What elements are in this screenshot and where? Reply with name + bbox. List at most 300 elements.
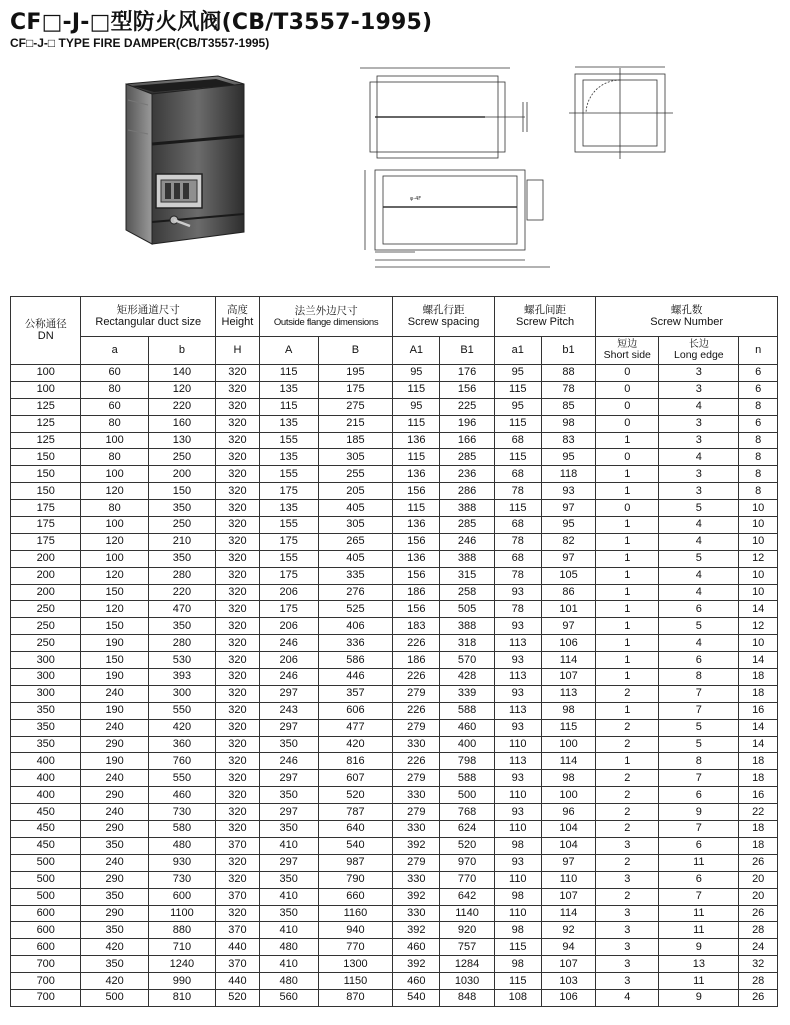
- cell-a1: 68: [494, 517, 541, 534]
- cell-b: 350: [148, 500, 215, 517]
- cell-H: 320: [216, 550, 260, 567]
- cell-b1: 92: [541, 922, 595, 939]
- table-row: [11, 365, 778, 382]
- cell-short-side: 0: [596, 398, 659, 415]
- cell-short-side: 2: [596, 888, 659, 905]
- cell-B1: 315: [440, 567, 494, 584]
- cell-H: 320: [216, 618, 260, 635]
- cell-short-side: 2: [596, 736, 659, 753]
- cell-A: 350: [259, 736, 318, 753]
- cell-b: 880: [148, 922, 215, 939]
- cell-long-edge: 5: [659, 719, 739, 736]
- cell-b: 300: [148, 685, 215, 702]
- cell-A: 350: [259, 905, 318, 922]
- cell-A: 135: [259, 500, 318, 517]
- cell-A1: 540: [393, 989, 440, 1006]
- cell-b1: 105: [541, 567, 595, 584]
- cell-long-edge: 4: [659, 584, 739, 601]
- cell-a1: 93: [494, 618, 541, 635]
- cell-long-edge: 5: [659, 550, 739, 567]
- cell-b1: 107: [541, 669, 595, 686]
- cell-short-side: 2: [596, 770, 659, 787]
- cell-a1: 78: [494, 483, 541, 500]
- cell-dn: 175: [11, 533, 81, 550]
- cell-long-edge: 3: [659, 365, 739, 382]
- cell-dn: 600: [11, 939, 81, 956]
- cell-b1: 115: [541, 719, 595, 736]
- cell-short-side: 1: [596, 466, 659, 483]
- cell-b1: 88: [541, 365, 595, 382]
- cell-a: 290: [81, 871, 148, 888]
- cell-B1: 848: [440, 989, 494, 1006]
- cell-A: 350: [259, 871, 318, 888]
- cell-b1: 106: [541, 989, 595, 1006]
- cell-dn: 250: [11, 618, 81, 635]
- header-screw-spacing: 螺孔行距 Screw spacing: [393, 297, 494, 337]
- cell-A1: 186: [393, 584, 440, 601]
- cell-B: 205: [318, 483, 393, 500]
- cell-A1: 156: [393, 567, 440, 584]
- cell-long-edge: 5: [659, 500, 739, 517]
- cell-short-side: 0: [596, 415, 659, 432]
- cell-a: 350: [81, 922, 148, 939]
- cell-a: 80: [81, 449, 148, 466]
- cell-short-side: 0: [596, 500, 659, 517]
- cell-B1: 246: [440, 533, 494, 550]
- cell-dn: 150: [11, 466, 81, 483]
- cell-B1: 339: [440, 685, 494, 702]
- cell-B1: 768: [440, 804, 494, 821]
- cell-A1: 460: [393, 973, 440, 990]
- table-row: [11, 989, 778, 1006]
- cell-A: 135: [259, 381, 318, 398]
- cell-long-edge: 7: [659, 770, 739, 787]
- cell-a: 120: [81, 533, 148, 550]
- cell-a1: 110: [494, 905, 541, 922]
- cell-a: 100: [81, 466, 148, 483]
- cell-n: 10: [739, 500, 778, 517]
- cell-B: 520: [318, 787, 393, 804]
- cell-B1: 570: [440, 652, 494, 669]
- cell-A1: 115: [393, 415, 440, 432]
- cell-B: 586: [318, 652, 393, 669]
- cell-B1: 225: [440, 398, 494, 415]
- cell-long-edge: 9: [659, 989, 739, 1006]
- cell-b1: 114: [541, 652, 595, 669]
- cell-short-side: 2: [596, 821, 659, 838]
- cell-dn: 125: [11, 432, 81, 449]
- table-row: [11, 567, 778, 584]
- cell-dn: 400: [11, 770, 81, 787]
- cell-B: 405: [318, 550, 393, 567]
- cell-A: 115: [259, 398, 318, 415]
- cell-B1: 460: [440, 719, 494, 736]
- cell-long-edge: 7: [659, 702, 739, 719]
- cell-a1: 95: [494, 398, 541, 415]
- cell-n: 20: [739, 871, 778, 888]
- cell-b1: 107: [541, 956, 595, 973]
- cell-a: 100: [81, 432, 148, 449]
- cell-b: 220: [148, 398, 215, 415]
- cell-a1: 115: [494, 939, 541, 956]
- cell-n: 12: [739, 618, 778, 635]
- cell-b1: 78: [541, 381, 595, 398]
- cell-b: 250: [148, 517, 215, 534]
- cell-n: 18: [739, 770, 778, 787]
- header-H: H: [216, 337, 260, 365]
- cell-n: 6: [739, 365, 778, 382]
- cell-long-edge: 7: [659, 888, 739, 905]
- table-row: [11, 381, 778, 398]
- cell-B: 276: [318, 584, 393, 601]
- cell-dn: 175: [11, 517, 81, 534]
- cell-a: 290: [81, 821, 148, 838]
- cell-short-side: 2: [596, 854, 659, 871]
- table-row: [11, 837, 778, 854]
- cell-n: 16: [739, 787, 778, 804]
- cell-long-edge: 7: [659, 821, 739, 838]
- cell-B1: 505: [440, 601, 494, 618]
- cell-B: 446: [318, 669, 393, 686]
- cell-b1: 103: [541, 973, 595, 990]
- cell-A1: 186: [393, 652, 440, 669]
- cell-n: 14: [739, 736, 778, 753]
- cell-A: 297: [259, 804, 318, 821]
- cell-H: 320: [216, 415, 260, 432]
- cell-n: 14: [739, 652, 778, 669]
- table-row: [11, 415, 778, 432]
- cell-A: 175: [259, 567, 318, 584]
- cell-long-edge: 11: [659, 922, 739, 939]
- cell-dn: 700: [11, 989, 81, 1006]
- table-row: [11, 618, 778, 635]
- cell-A1: 156: [393, 533, 440, 550]
- cell-dn: 125: [11, 398, 81, 415]
- cell-n: 8: [739, 398, 778, 415]
- cell-short-side: 1: [596, 533, 659, 550]
- header-b1: b1: [541, 337, 595, 365]
- table-row: [11, 821, 778, 838]
- cell-short-side: 1: [596, 652, 659, 669]
- cell-A1: 330: [393, 821, 440, 838]
- cell-dn: 200: [11, 567, 81, 584]
- cell-B: 357: [318, 685, 393, 702]
- cell-A: 135: [259, 415, 318, 432]
- cell-n: 8: [739, 483, 778, 500]
- cell-H: 320: [216, 753, 260, 770]
- cell-short-side: 1: [596, 702, 659, 719]
- cell-long-edge: 6: [659, 601, 739, 618]
- cell-H: 320: [216, 517, 260, 534]
- cell-a1: 110: [494, 821, 541, 838]
- cell-A1: 115: [393, 449, 440, 466]
- cell-a: 120: [81, 567, 148, 584]
- table-row: [11, 888, 778, 905]
- cell-a: 60: [81, 365, 148, 382]
- cell-a: 290: [81, 787, 148, 804]
- cell-a: 150: [81, 584, 148, 601]
- cell-long-edge: 9: [659, 939, 739, 956]
- cell-a1: 110: [494, 787, 541, 804]
- cell-b1: 97: [541, 854, 595, 871]
- cell-H: 320: [216, 432, 260, 449]
- cell-b: 250: [148, 449, 215, 466]
- cell-long-edge: 11: [659, 973, 739, 990]
- cell-a: 290: [81, 736, 148, 753]
- cell-n: 12: [739, 550, 778, 567]
- cell-b1: 85: [541, 398, 595, 415]
- cell-A1: 183: [393, 618, 440, 635]
- cell-a1: 113: [494, 753, 541, 770]
- cell-A1: 136: [393, 517, 440, 534]
- cell-n: 18: [739, 685, 778, 702]
- cell-B: 1150: [318, 973, 393, 990]
- cell-long-edge: 7: [659, 685, 739, 702]
- cell-b1: 83: [541, 432, 595, 449]
- cell-b: 760: [148, 753, 215, 770]
- cell-H: 440: [216, 939, 260, 956]
- cell-A1: 392: [393, 956, 440, 973]
- cell-long-edge: 13: [659, 956, 739, 973]
- table-row: [11, 939, 778, 956]
- cell-dn: 500: [11, 854, 81, 871]
- cell-short-side: 1: [596, 483, 659, 500]
- cell-H: 320: [216, 483, 260, 500]
- cell-b: 1240: [148, 956, 215, 973]
- cell-A: 297: [259, 719, 318, 736]
- cell-B: 660: [318, 888, 393, 905]
- cell-long-edge: 8: [659, 753, 739, 770]
- cell-n: 14: [739, 719, 778, 736]
- cell-a1: 98: [494, 888, 541, 905]
- cell-A: 297: [259, 685, 318, 702]
- table-row: [11, 500, 778, 517]
- cell-short-side: 2: [596, 787, 659, 804]
- cell-B: 816: [318, 753, 393, 770]
- cell-H: 320: [216, 871, 260, 888]
- cell-dn: 200: [11, 550, 81, 567]
- cell-dn: 200: [11, 584, 81, 601]
- table-row: [11, 483, 778, 500]
- cell-dn: 350: [11, 736, 81, 753]
- cell-b: 530: [148, 652, 215, 669]
- cell-H: 320: [216, 584, 260, 601]
- cell-A1: 226: [393, 702, 440, 719]
- cell-A: 175: [259, 601, 318, 618]
- table-row: [11, 922, 778, 939]
- cell-a: 100: [81, 550, 148, 567]
- cell-b: 200: [148, 466, 215, 483]
- cell-B1: 285: [440, 449, 494, 466]
- cell-a1: 115: [494, 381, 541, 398]
- header-screw-pitch: 螺孔间距 Screw Pitch: [494, 297, 595, 337]
- cell-short-side: 3: [596, 956, 659, 973]
- cell-a: 190: [81, 669, 148, 686]
- cell-H: 320: [216, 854, 260, 871]
- cell-H: 440: [216, 973, 260, 990]
- cell-H: 320: [216, 466, 260, 483]
- cell-n: 14: [739, 601, 778, 618]
- spec-table-body: [11, 365, 778, 1007]
- cell-long-edge: 9: [659, 804, 739, 821]
- cell-b1: 110: [541, 871, 595, 888]
- table-row: [11, 871, 778, 888]
- cell-a: 120: [81, 483, 148, 500]
- cell-short-side: 1: [596, 669, 659, 686]
- cell-A: 350: [259, 821, 318, 838]
- cell-b1: 93: [541, 483, 595, 500]
- cell-short-side: 2: [596, 804, 659, 821]
- cell-B: 1300: [318, 956, 393, 973]
- cell-B: 420: [318, 736, 393, 753]
- cell-a: 190: [81, 635, 148, 652]
- cell-b: 160: [148, 415, 215, 432]
- table-row: [11, 719, 778, 736]
- table-row: [11, 973, 778, 990]
- cell-a: 290: [81, 905, 148, 922]
- cell-dn: 500: [11, 888, 81, 905]
- cell-a1: 115: [494, 500, 541, 517]
- cell-B: 405: [318, 500, 393, 517]
- cell-b1: 104: [541, 821, 595, 838]
- cell-b: 460: [148, 787, 215, 804]
- cell-b1: 106: [541, 635, 595, 652]
- cell-b1: 97: [541, 500, 595, 517]
- cell-a1: 93: [494, 770, 541, 787]
- cell-a: 350: [81, 888, 148, 905]
- cell-B: 540: [318, 837, 393, 854]
- cell-b1: 114: [541, 905, 595, 922]
- cell-short-side: 1: [596, 517, 659, 534]
- page-subtitle: CF□-J-□ TYPE FIRE DAMPER(CB/T3557-1995): [10, 36, 270, 50]
- cell-n: 6: [739, 381, 778, 398]
- cell-b1: 82: [541, 533, 595, 550]
- cell-n: 28: [739, 922, 778, 939]
- cell-b: 1100: [148, 905, 215, 922]
- cell-B1: 588: [440, 702, 494, 719]
- cell-long-edge: 3: [659, 466, 739, 483]
- cell-A: 246: [259, 635, 318, 652]
- cell-H: 320: [216, 533, 260, 550]
- cell-b1: 86: [541, 584, 595, 601]
- table-row: [11, 854, 778, 871]
- cell-H: 320: [216, 365, 260, 382]
- cell-B: 987: [318, 854, 393, 871]
- cell-a1: 93: [494, 804, 541, 821]
- cell-a: 420: [81, 939, 148, 956]
- cell-dn: 100: [11, 381, 81, 398]
- cell-B1: 588: [440, 770, 494, 787]
- cell-a1: 68: [494, 466, 541, 483]
- cell-n: 24: [739, 939, 778, 956]
- cell-b1: 95: [541, 517, 595, 534]
- cell-B: 305: [318, 517, 393, 534]
- cell-A1: 156: [393, 483, 440, 500]
- cell-a1: 110: [494, 871, 541, 888]
- cell-b: 350: [148, 550, 215, 567]
- cell-A1: 156: [393, 601, 440, 618]
- cell-b1: 96: [541, 804, 595, 821]
- cell-long-edge: 6: [659, 871, 739, 888]
- table-row: [11, 584, 778, 601]
- cell-B: 215: [318, 415, 393, 432]
- cell-a: 240: [81, 854, 148, 871]
- cell-A: 410: [259, 922, 318, 939]
- header-b: b: [148, 337, 215, 365]
- cell-A1: 95: [393, 398, 440, 415]
- cell-a1: 93: [494, 854, 541, 871]
- cell-a1: 115: [494, 973, 541, 990]
- cell-n: 26: [739, 905, 778, 922]
- cell-long-edge: 3: [659, 415, 739, 432]
- cell-B: 940: [318, 922, 393, 939]
- cell-a: 190: [81, 753, 148, 770]
- header-rectangular-duct: 矩形通道尺寸 Rectangular duct size: [81, 297, 216, 337]
- cell-a: 190: [81, 702, 148, 719]
- cell-A: 206: [259, 652, 318, 669]
- cell-H: 320: [216, 381, 260, 398]
- cell-A: 410: [259, 956, 318, 973]
- cell-short-side: 3: [596, 922, 659, 939]
- cell-B: 607: [318, 770, 393, 787]
- cell-H: 320: [216, 770, 260, 787]
- cell-B1: 400: [440, 736, 494, 753]
- cell-B1: 176: [440, 365, 494, 382]
- cell-A: 155: [259, 550, 318, 567]
- cell-A1: 392: [393, 922, 440, 939]
- cell-A: 206: [259, 618, 318, 635]
- cell-dn: 100: [11, 365, 81, 382]
- cell-b: 393: [148, 669, 215, 686]
- cell-H: 320: [216, 669, 260, 686]
- cell-a1: 108: [494, 989, 541, 1006]
- cell-B: 255: [318, 466, 393, 483]
- cell-short-side: 2: [596, 719, 659, 736]
- cell-H: 320: [216, 500, 260, 517]
- cell-B1: 1284: [440, 956, 494, 973]
- cell-A: 206: [259, 584, 318, 601]
- cell-dn: 400: [11, 753, 81, 770]
- cell-n: 6: [739, 415, 778, 432]
- cell-B: 336: [318, 635, 393, 652]
- cell-A: 297: [259, 770, 318, 787]
- cell-b1: 95: [541, 449, 595, 466]
- header-A: A: [259, 337, 318, 365]
- cell-B: 265: [318, 533, 393, 550]
- cell-short-side: 1: [596, 753, 659, 770]
- cell-dn: 175: [11, 500, 81, 517]
- header-flange: 法兰外边尺寸 Outside flange dimensions: [259, 297, 393, 337]
- cell-A1: 136: [393, 432, 440, 449]
- cell-a: 420: [81, 973, 148, 990]
- cell-H: 320: [216, 398, 260, 415]
- cell-b1: 98: [541, 702, 595, 719]
- cell-a1: 115: [494, 449, 541, 466]
- cell-H: 370: [216, 922, 260, 939]
- cell-A1: 136: [393, 466, 440, 483]
- cell-b1: 97: [541, 618, 595, 635]
- cell-A1: 392: [393, 888, 440, 905]
- cell-b1: 100: [541, 787, 595, 804]
- cell-b: 580: [148, 821, 215, 838]
- cell-dn: 300: [11, 685, 81, 702]
- side-view-drawing: [355, 62, 555, 270]
- cell-B: 406: [318, 618, 393, 635]
- cell-n: 18: [739, 753, 778, 770]
- cell-B: 305: [318, 449, 393, 466]
- cell-dn: 350: [11, 719, 81, 736]
- cell-A1: 136: [393, 550, 440, 567]
